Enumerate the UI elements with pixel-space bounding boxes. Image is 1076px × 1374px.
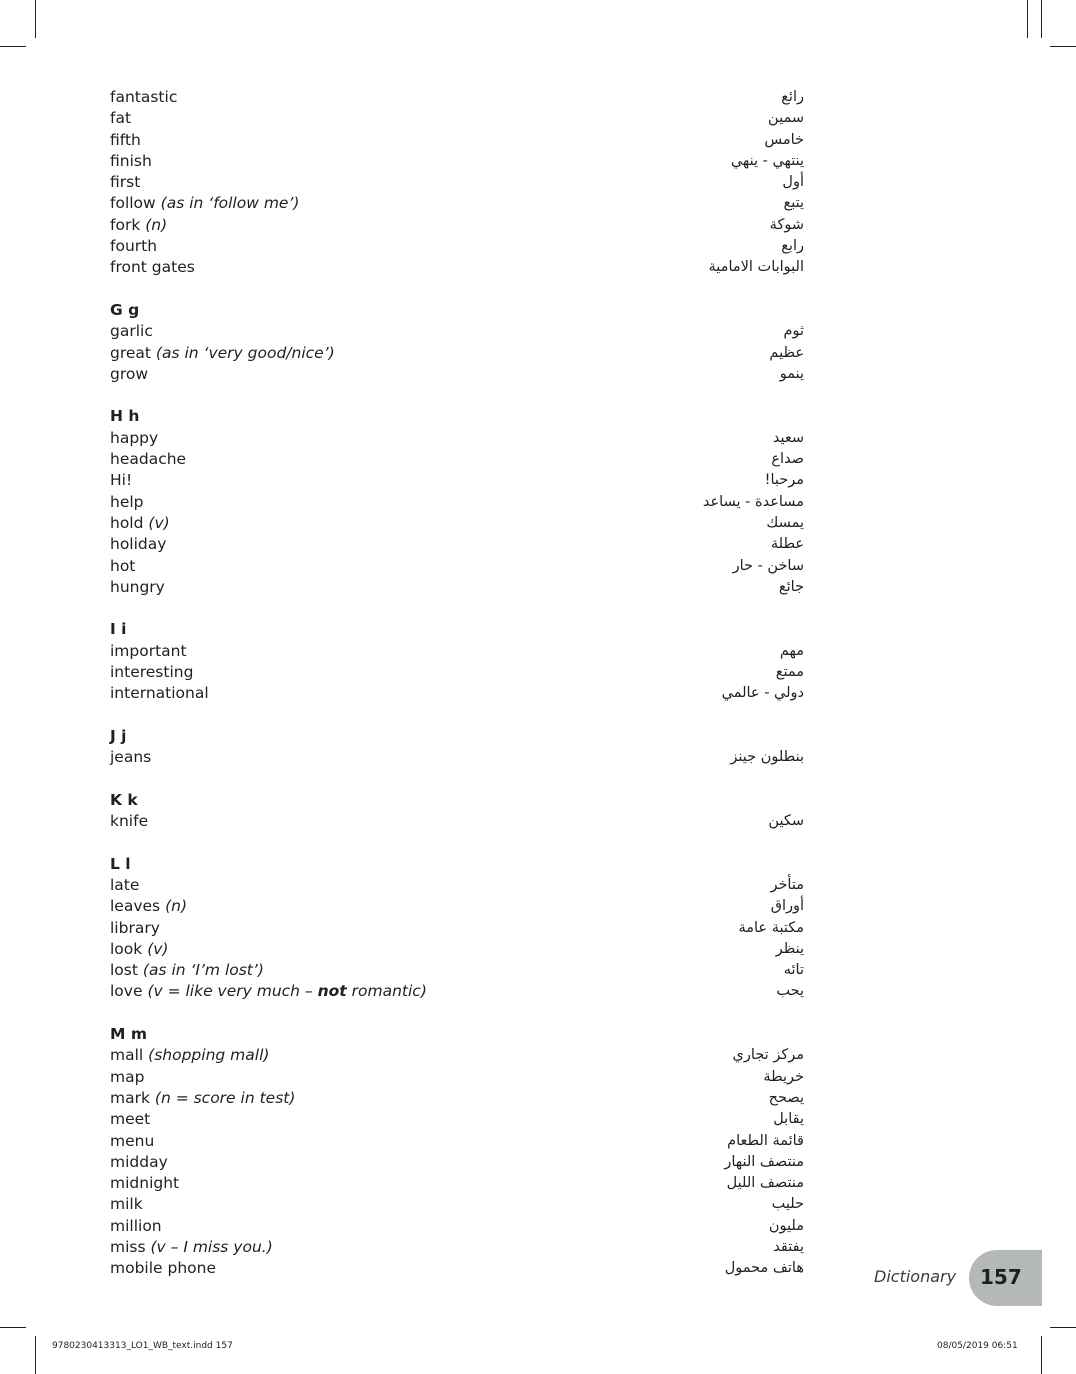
dictionary-entry xyxy=(110,215,804,236)
entry-word: knife xyxy=(110,812,149,831)
dictionary-entry xyxy=(110,1173,804,1194)
entry-word: headache xyxy=(110,450,187,469)
entry-arabic: خامس xyxy=(764,131,804,148)
entry-arabic: مهم xyxy=(779,642,804,659)
dictionary-entry xyxy=(110,1152,804,1173)
section-letter-heading: J j xyxy=(110,726,127,745)
entry-english xyxy=(110,939,168,960)
entry-word: menu xyxy=(110,1131,155,1150)
entry-english xyxy=(110,108,131,129)
entry-arabic: ينظر xyxy=(775,940,804,957)
entry-english xyxy=(110,236,157,257)
dictionary-entry xyxy=(110,364,804,385)
entry-arabic: رابع xyxy=(781,238,804,255)
entry-english xyxy=(110,172,140,193)
dictionary-section xyxy=(110,87,804,279)
entry-arabic: مليون xyxy=(768,1217,804,1234)
entry-english xyxy=(110,449,186,470)
entry-usage-note: (as in ‘very good/nice’) xyxy=(155,343,335,362)
entry-word: fat xyxy=(110,109,132,128)
entry-english xyxy=(110,1194,143,1215)
dictionary-entry xyxy=(110,981,804,1002)
dictionary-section xyxy=(110,790,804,833)
crop-mark xyxy=(0,46,26,47)
dictionary-entry xyxy=(110,577,804,598)
entry-word: jeans xyxy=(110,748,152,767)
dictionary-entry xyxy=(110,172,804,193)
entry-arabic: شوكة xyxy=(769,216,804,233)
crop-mark xyxy=(1027,0,1028,38)
entry-english xyxy=(110,492,144,513)
section-letter-heading: K k xyxy=(110,790,138,809)
dictionary-entry xyxy=(110,151,804,172)
entry-word: meet xyxy=(110,1110,151,1129)
dictionary-entry xyxy=(110,896,804,917)
entry-usage-note: (shopping mall) xyxy=(148,1046,270,1065)
entry-arabic: مركز تجاري xyxy=(732,1047,804,1064)
entry-arabic: خريطة xyxy=(763,1068,804,1085)
entry-arabic: ممتع xyxy=(775,664,804,681)
entry-usage-note: (n) xyxy=(145,215,168,234)
dictionary-section xyxy=(110,406,804,598)
entry-word: late xyxy=(110,875,140,894)
entry-arabic: دولي - عالمي xyxy=(721,685,804,702)
entry-word: grow xyxy=(110,364,149,383)
entry-usage-note: (as in ‘I’m lost’) xyxy=(142,961,264,980)
section-letter-heading: H h xyxy=(110,407,140,426)
crop-mark xyxy=(35,0,36,38)
entry-arabic: منتصف النهار xyxy=(724,1153,804,1170)
entry-english xyxy=(110,875,139,896)
entry-word: happy xyxy=(110,428,159,447)
running-footer-title: Dictionary xyxy=(874,1267,957,1286)
dictionary-entry xyxy=(110,875,804,896)
entry-english xyxy=(110,151,152,172)
entry-arabic: مكتبة عامة xyxy=(738,919,804,936)
dictionary-entry xyxy=(110,811,804,832)
entry-english xyxy=(110,1045,269,1066)
entry-english xyxy=(110,1237,273,1258)
dictionary-entry xyxy=(110,662,804,683)
dictionary-section xyxy=(110,854,804,1003)
entry-word: holiday xyxy=(110,535,167,554)
entry-english xyxy=(110,1067,144,1088)
entry-arabic: البوابات الامامية xyxy=(708,259,804,276)
dictionary-entry xyxy=(110,108,804,129)
entry-arabic: أوراق xyxy=(770,898,804,915)
dictionary-entry xyxy=(110,87,804,108)
entry-usage-note: (v – I miss you.) xyxy=(150,1238,273,1257)
entry-word: midday xyxy=(110,1152,168,1171)
entry-english xyxy=(110,1258,216,1279)
entry-word: miss xyxy=(110,1238,146,1257)
entry-english xyxy=(110,215,167,236)
entry-english xyxy=(110,87,177,108)
entry-word: million xyxy=(110,1216,162,1235)
crop-mark xyxy=(35,1336,36,1374)
entry-word: lost xyxy=(110,961,138,980)
entry-word: library xyxy=(110,918,160,937)
entry-arabic: يقابل xyxy=(773,1111,804,1128)
section-letter-heading: M m xyxy=(110,1025,147,1044)
entry-word: help xyxy=(110,492,144,511)
entry-english xyxy=(110,1131,154,1152)
page-number: 157 xyxy=(980,1265,1022,1289)
entry-english xyxy=(110,747,151,768)
entry-word: hot xyxy=(110,556,136,575)
crop-mark xyxy=(1041,0,1042,38)
entry-arabic: سمين xyxy=(768,110,804,127)
entry-word: look xyxy=(110,939,143,958)
dictionary-entry xyxy=(110,960,804,981)
entry-english xyxy=(110,343,335,364)
print-slug-date: 08/05/2019 06:51 xyxy=(937,1341,1018,1351)
dictionary-entry xyxy=(110,918,804,939)
entry-word: interesting xyxy=(110,663,194,682)
dictionary-entry xyxy=(110,1258,804,1279)
entry-arabic: منتصف الليل xyxy=(726,1175,804,1192)
dictionary-entry xyxy=(110,534,804,555)
entry-english xyxy=(110,1088,295,1109)
entry-word: fourth xyxy=(110,237,158,256)
entry-arabic: متأخر xyxy=(770,876,804,893)
entry-arabic: حليب xyxy=(771,1196,804,1213)
dictionary-entry xyxy=(110,257,804,278)
dictionary-section xyxy=(110,726,804,769)
crop-mark xyxy=(1041,1336,1042,1374)
entry-word: hungry xyxy=(110,577,165,596)
entry-english xyxy=(110,662,193,683)
entry-usage-note: (v) xyxy=(147,939,169,958)
entry-word: garlic xyxy=(110,322,153,341)
entry-arabic: يصحح xyxy=(768,1089,804,1106)
entry-word: follow xyxy=(110,194,156,213)
entry-word: front gates xyxy=(110,258,195,277)
entry-word: first xyxy=(110,173,141,192)
entry-word: international xyxy=(110,684,209,703)
dictionary-section xyxy=(110,300,804,385)
entry-arabic: مرحبا! xyxy=(764,472,804,489)
entry-english xyxy=(110,918,160,939)
dictionary-entry xyxy=(110,343,804,364)
dictionary-entry xyxy=(110,1194,804,1215)
entry-arabic: يتبع xyxy=(783,195,804,212)
usage-note-part: romantic) xyxy=(346,982,427,1001)
dictionary-list xyxy=(110,87,804,1301)
entry-arabic: مساعدة - يساعد xyxy=(702,493,804,510)
dictionary-section xyxy=(110,1024,804,1280)
entry-word: milk xyxy=(110,1195,143,1214)
entry-english xyxy=(110,683,209,704)
usage-note-part: not xyxy=(317,982,347,1001)
dictionary-entry xyxy=(110,236,804,257)
entry-english xyxy=(110,1173,179,1194)
entry-usage-note: (v) xyxy=(148,513,170,532)
entry-word: leaves xyxy=(110,897,161,916)
entry-english xyxy=(110,641,187,662)
dictionary-entry xyxy=(110,1067,804,1088)
dictionary-entry xyxy=(110,130,804,151)
dictionary-entry xyxy=(110,1045,804,1066)
entry-arabic: يحب xyxy=(776,983,804,1000)
entry-english xyxy=(110,896,187,917)
entry-word: important xyxy=(110,641,187,660)
entry-english xyxy=(110,1152,168,1173)
entry-usage-note: (n = score in test) xyxy=(154,1088,296,1107)
dictionary-entry xyxy=(110,641,804,662)
section-letter-heading: L l xyxy=(110,854,131,873)
entry-arabic: يفتقد xyxy=(773,1239,804,1256)
print-slug-file: 9780230413313_LO1_WB_text.indd 157 xyxy=(52,1341,233,1351)
dictionary-entry xyxy=(110,683,804,704)
entry-word: fork xyxy=(110,215,141,234)
section-letter-heading: G g xyxy=(110,300,140,319)
entry-arabic: أول xyxy=(782,174,804,191)
entry-arabic: هاتف محمول xyxy=(724,1260,804,1277)
dictionary-entry xyxy=(110,513,804,534)
entry-english xyxy=(110,193,299,214)
dictionary-entry xyxy=(110,492,804,513)
usage-note-part: (v = like very much – xyxy=(147,982,318,1001)
dictionary-entry xyxy=(110,1131,804,1152)
entry-arabic: ينمو xyxy=(779,365,804,382)
entry-english xyxy=(110,556,135,577)
entry-english xyxy=(110,321,153,342)
entry-arabic: عظيم xyxy=(769,344,804,361)
entry-usage-note: (n) xyxy=(165,897,187,916)
entry-arabic: تائه xyxy=(783,962,804,979)
entry-arabic: عطلة xyxy=(770,536,804,553)
entry-english xyxy=(110,364,148,385)
entry-english xyxy=(110,1109,150,1130)
entry-arabic: جائع xyxy=(778,578,804,595)
dictionary-entry xyxy=(110,556,804,577)
entry-arabic: سكين xyxy=(768,813,804,830)
entry-english xyxy=(110,981,427,1002)
entry-word: fantastic xyxy=(110,88,178,106)
entry-word: Hi! xyxy=(110,471,133,490)
entry-word: finish xyxy=(110,151,152,170)
entry-english xyxy=(110,428,158,449)
entry-word: fifth xyxy=(110,130,141,149)
dictionary-entry xyxy=(110,470,804,491)
entry-arabic: يمسك xyxy=(766,514,804,531)
dictionary-entry xyxy=(110,321,804,342)
entry-usage-note: (as in ‘follow me’) xyxy=(160,194,300,213)
entry-english xyxy=(110,534,166,555)
dictionary-entry xyxy=(110,1237,804,1258)
dictionary-entry xyxy=(110,428,804,449)
entry-arabic: صداع xyxy=(771,451,804,468)
dictionary-entry xyxy=(110,939,804,960)
entry-word: mall xyxy=(110,1046,144,1065)
entry-word: great xyxy=(110,343,151,362)
dictionary-entry xyxy=(110,193,804,214)
entry-english xyxy=(110,257,195,278)
dictionary-entry xyxy=(110,1216,804,1237)
entry-word: midnight xyxy=(110,1174,180,1193)
dictionary-section xyxy=(110,619,804,704)
section-letter-heading: I i xyxy=(110,620,127,639)
entry-arabic: ينتهي - ينهي xyxy=(730,152,804,169)
entry-arabic: ساخن - حار xyxy=(732,557,804,574)
entry-word: mark xyxy=(110,1088,150,1107)
entry-english xyxy=(110,960,264,981)
crop-mark xyxy=(1050,46,1076,47)
entry-word: hold xyxy=(110,513,144,532)
dictionary-entry xyxy=(110,1088,804,1109)
entry-english xyxy=(110,130,141,151)
entry-word: map xyxy=(110,1067,145,1086)
entry-word: love xyxy=(110,982,143,1001)
dictionary-entry xyxy=(110,449,804,470)
crop-mark xyxy=(0,1327,26,1328)
entry-english xyxy=(110,577,165,598)
entry-arabic: رائع xyxy=(781,89,804,105)
entry-usage-note xyxy=(147,982,426,1000)
entry-word: mobile phone xyxy=(110,1259,217,1278)
entry-english xyxy=(110,470,132,491)
entry-english xyxy=(110,513,170,534)
crop-mark xyxy=(1050,1327,1076,1328)
entry-arabic: ثوم xyxy=(783,323,804,340)
entry-english xyxy=(110,1216,162,1237)
entry-arabic: بنطلون جينز xyxy=(730,749,804,766)
entry-arabic: قائمة الطعام xyxy=(727,1132,804,1149)
entry-english xyxy=(110,811,148,832)
dictionary-entry xyxy=(110,747,804,768)
dictionary-entry xyxy=(110,1109,804,1130)
entry-arabic: سعيد xyxy=(772,429,804,446)
